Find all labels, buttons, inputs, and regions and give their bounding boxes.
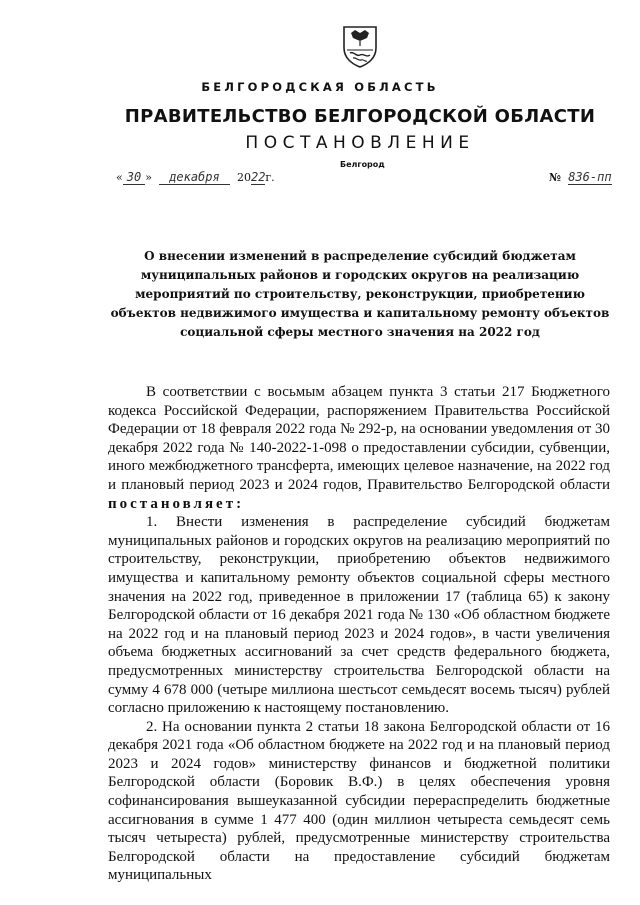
preamble-text: В соответствии с восьмым абзацем пункта 3 статьи 217 Бюджетного кодекса Российской Федерации, распоряжением Правительства Российской Федерации от 18 февраля 2022 года № 292-р, на основании уведомления от 30 декабря 2022 года № 140-2022-1-098 о предоставлении субсидии, субвенции, иного межбюджетного трансферта, имеющих целевое назначение, на 2022 год и плановый период 2023 и 2024 годов, Правительство Белгородской области xyxy=(108,384,610,493)
coat-of-arms-icon xyxy=(341,24,379,68)
number-sign: № xyxy=(549,171,561,184)
item-2-paragraph: 2. На основании пункта 2 статьи 18 закона Белгородской области от 16 декабря 2021 года «Об областном бюджете на 2022 год и на плановый период 2023 и 2024 годов» министерству финансов и бюджетной политики Белгородской области (Боровик В.Ф.) в целях обеспечения уровня софинансирования вышеуказанной субсидии перераспределить бюджетные ассигнования в сумме 1 477 400 (один миллион четыреста семьдесят семь тысяч четыреста) рублей, предусмотренные министерству строительства Белгородской области на предоставление субсидий бюджетам муниципальных xyxy=(108,718,610,884)
document-date xyxy=(116,170,275,184)
date-year-suffix: 22 xyxy=(250,170,266,184)
government-name: ПРАВИТЕЛЬСТВО БЕЛГОРОДСКОЙ ОБЛАСТИ xyxy=(124,106,596,127)
number-value: 836-пп xyxy=(568,170,612,184)
date-month: декабря xyxy=(159,170,230,185)
date-open-quote: « xyxy=(116,171,123,184)
decides-word: постановляет: xyxy=(108,495,245,512)
region-name: БЕЛГОРОДСКАЯ ОБЛАСТЬ xyxy=(201,80,439,94)
document-body xyxy=(108,383,610,885)
date-close-quote: » xyxy=(145,171,152,184)
date-day: 30 xyxy=(123,170,145,185)
preamble-paragraph xyxy=(108,383,610,513)
date-year-suffix-g: г. xyxy=(265,171,275,184)
document-title: О внесении изменений в распределение субсидий бюджетам муниципальных районов и городских округов на реализацию мероприятий по строительству, реконструкции, приобретению объектов недвижимого имущества и капитальному ремонту объектов социальной сферы местного значения на 2022 год xyxy=(110,249,610,339)
city-name: Белгород xyxy=(340,160,385,169)
date-year-prefix: 20 xyxy=(236,171,251,184)
document-type: ПОСТАНОВЛЕНИЕ xyxy=(245,133,475,153)
item-1-paragraph: 1. Внести изменения в распределение субсидий бюджетам муниципальных районов и городских округов на реализацию мероприятий по строительству, реконструкции, приобретению объектов недвижимого имущества и капитальному ремонту объектов социальной сферы местного значения на 2022 год, приведенное в приложении 17 (таблица 65) к закону Белгородской области от 16 декабря 2021 года № 130 «Об областном бюджете на 2022 год и на плановый период 2023 и 2024 годов», в части увеличения объема бюджетных ассигнований за счет средств федерального бюджета, предусмотренных министерству строительства Белгородской области на сумму 4 678 000 (четыре миллиона шестьсот семьдесят восемь тысяч) рублей согласно приложению к настоящему постановлению. xyxy=(108,514,610,717)
document-number xyxy=(549,170,612,184)
